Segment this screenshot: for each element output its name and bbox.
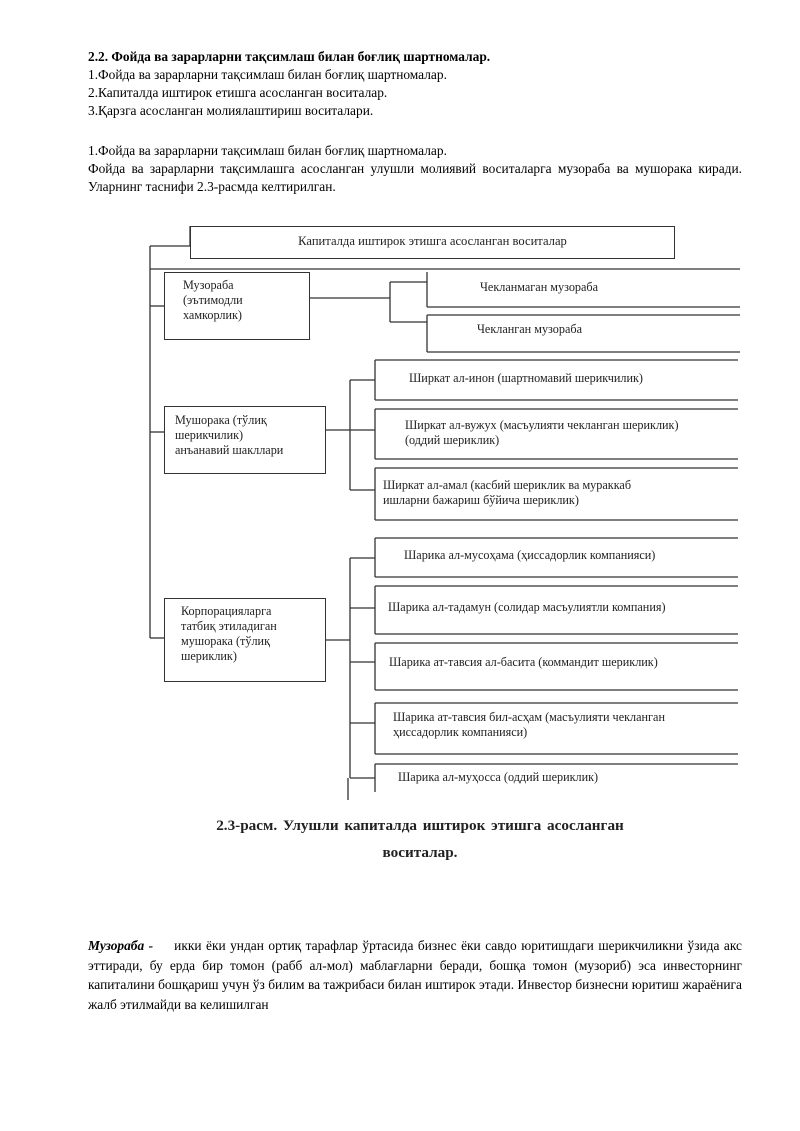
child-label: Шарика ал-мусоҳама (ҳиссадорлик компанияси) bbox=[404, 548, 656, 562]
child-label: ишларни бажариш бўйича шериклик) bbox=[383, 493, 579, 507]
child-node bbox=[375, 710, 738, 740]
root-node bbox=[190, 226, 675, 259]
group-label-line: хамкорлик) bbox=[183, 308, 242, 322]
list-item-1: 1.Фойда ва зарарларни тақсимлаш билан боғлиқ шартномалар. bbox=[88, 67, 447, 82]
group-label-line: Музораба bbox=[183, 278, 234, 292]
list-item-3: 3.Қарзга асосланган молиялаштириш воситалари. bbox=[88, 103, 374, 118]
child-label: Чекланган музораба bbox=[477, 322, 582, 336]
definition-paragraph bbox=[88, 936, 742, 1014]
group-label-line: анъанавий шакллари bbox=[175, 443, 284, 457]
child-label: Шарика ат-тавсия ал-басита (коммандит шериклик) bbox=[389, 655, 658, 669]
root-label: Капиталда иштирок этишга асосланган воситалар bbox=[298, 234, 567, 248]
child-label: Ширкат ал-вужух (масъулияти чекланган шериклик) bbox=[405, 418, 679, 432]
group-label-line: (эътимодли bbox=[183, 293, 243, 307]
group-label-line: мушорака (тўлиқ bbox=[181, 634, 270, 648]
group-node-muzoraba bbox=[164, 272, 310, 340]
child-label: (оддий шериклик) bbox=[405, 433, 500, 447]
group-label-line: шерикчилик) bbox=[175, 428, 244, 442]
child-node bbox=[405, 418, 679, 448]
group-label-line: шериклик) bbox=[181, 649, 237, 663]
child-label: Шарика ал-тадамун (солидар масъулиятли компания) bbox=[388, 600, 666, 614]
group-label-line: татбиқ этиладиган bbox=[181, 619, 277, 633]
child-label: Шарика ал-муҳосса (оддий шериклик) bbox=[398, 770, 599, 784]
child-node bbox=[383, 478, 631, 508]
child-label: ҳиссадорлик компанияси) bbox=[393, 725, 528, 739]
caption-continuation: воситалар. bbox=[382, 844, 458, 861]
group-label-line: Корпорацияларга bbox=[181, 604, 272, 618]
list-item-2: 2.Капиталда иштирок етишга асосланган воситалар. bbox=[88, 85, 388, 100]
definition-text: икки ёки ундан ортиқ тарафлар ўртасида бизнес ёки савдо юритишдаги шерикчиликни ўзида акс эттиради, бу ерда бир томон (рабб ал-мол) маблағларни беради, бошқа томон (музориб) эса инвесторнинг капиталини бошқариш учун ўз билим ва тажрибаси билан иштирок этади. Инвестор бизнесни юритиш жараёнига жалб этилмайди ва келишилган bbox=[88, 938, 742, 1012]
child-label: Шарика ат-тавсия бил-асҳам (масъулияти чекланган bbox=[393, 710, 665, 724]
child-label: Чекланмаган музораба bbox=[480, 280, 599, 294]
child-label: Ширкат ал-амал (касбий шериклик ва мураккаб bbox=[383, 478, 632, 492]
figure-caption bbox=[160, 812, 680, 866]
intro-paragraph: Фойда ва зарарларни тақсимлашга асосланган улушли молиявий воситаларга музораба ва мушорака киради. Уларнинг таснифи 2.3-расмда келтирилган. bbox=[88, 161, 742, 194]
group-node-mushoraka bbox=[164, 406, 326, 474]
section-heading: 2.2. Фойда ва зарарларни тақсимлаш билан боғлиқ шартномалар. bbox=[88, 49, 491, 64]
group-label-line: Мушорака (тўлиқ bbox=[175, 413, 267, 427]
subsection-heading: 1.Фойда ва зарарларни тақсимлаш билан боғлиқ шартномалар. bbox=[88, 143, 447, 158]
defined-term: Музораба - bbox=[88, 938, 154, 953]
group-node-corporate bbox=[164, 598, 326, 682]
child-label: Ширкат ал-инон (шартномавий шерикчилик) bbox=[409, 371, 643, 385]
caption-title: 2.3-расм. Улушли капиталда иштирок этишга асосланган bbox=[216, 817, 624, 834]
